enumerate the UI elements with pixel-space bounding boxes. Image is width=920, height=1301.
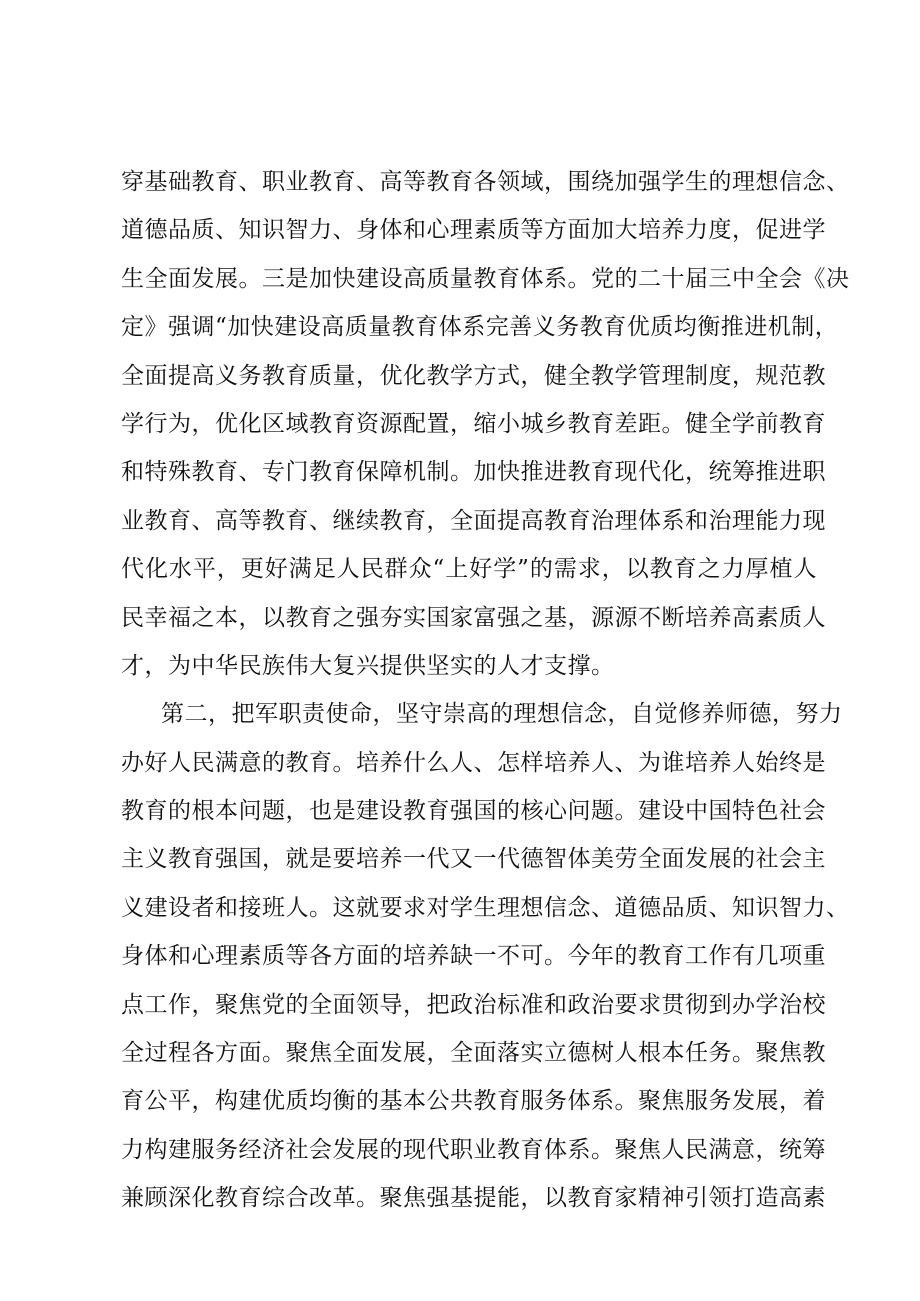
text-line: 义建设者和接班人。这就要求对学生理想信念、道德品质、知识智力、 — [121, 894, 850, 921]
text-line: 生全面发展。三是加快建设高质量教育体系。党的二十届三中全会《决 — [121, 265, 850, 292]
text-line: 才，为中华民族伟大复兴提供坚实的人才支撑。 — [121, 652, 615, 679]
text-line: 全过程各方面。聚焦全面发展，全面落实立德树人根本任务。聚焦教 — [121, 1040, 826, 1067]
text-line: 身体和心理素质等各方面的培养缺一不可。今年的教育工作有几项重 — [121, 943, 826, 970]
text-line: 业教育、高等教育、继续教育，全面提高教育治理体系和治理能力现 — [121, 507, 826, 534]
text-line: 力构建服务经济社会发展的现代职业教育体系。聚焦人民满意，统筹 — [121, 1136, 826, 1163]
text-line: 点工作，聚焦党的全面领导，把政治标准和政治要求贯彻到办学治校 — [121, 991, 826, 1018]
text-line: 主义教育强国，就是要培养一代又一代德智体美劳全面发展的社会主 — [121, 846, 826, 873]
text-line: 育公平，构建优质均衡的基本公共教育服务体系。聚焦服务发展，着 — [121, 1088, 826, 1115]
text-line: 教育的根本问题，也是建设教育强国的核心问题。建设中国特色社会 — [121, 798, 826, 825]
text-line: 学行为，优化区域教育资源配置，缩小城乡教育差距。健全学前教育 — [121, 410, 826, 437]
paragraph-1 — [121, 158, 850, 690]
paragraph-2 — [121, 690, 850, 1222]
body-text — [121, 158, 850, 1223]
text-line: 全面提高义务教育质量，优化教学方式，健全教学管理制度，规范教 — [121, 362, 826, 389]
text-line: 兼顾深化教育综合改革。聚焦强基提能，以教育家精神引领打造高素 — [121, 1185, 826, 1212]
text-line: 定》强调“加快建设高质量教育体系完善义务教育优质均衡推进机制， — [121, 314, 839, 341]
text-line: 第二，把军职责使命，坚守崇高的理想信念，自觉修养师德，努力 — [161, 701, 843, 728]
text-line: 办好人民满意的教育。培养什么人、怎样培养人、为谁培养人始终是 — [121, 749, 826, 776]
text-line: 代化水平，更好满足人民群众“上好学”的需求，以教育之力厚植人 — [121, 556, 817, 583]
text-line: 民幸福之本，以教育之强夯实国家富强之基，源源不断培养高素质人 — [121, 604, 826, 631]
text-line: 道德品质、知识智力、身体和心理素质等方面加大培养力度，促进学 — [121, 217, 826, 244]
text-line: 穿基础教育、职业教育、高等教育各领域，围绕加强学生的理想信念、 — [121, 169, 850, 195]
text-line: 和特殊教育、专门教育保障机制。加快推进教育现代化，统筹推进职 — [121, 459, 826, 486]
